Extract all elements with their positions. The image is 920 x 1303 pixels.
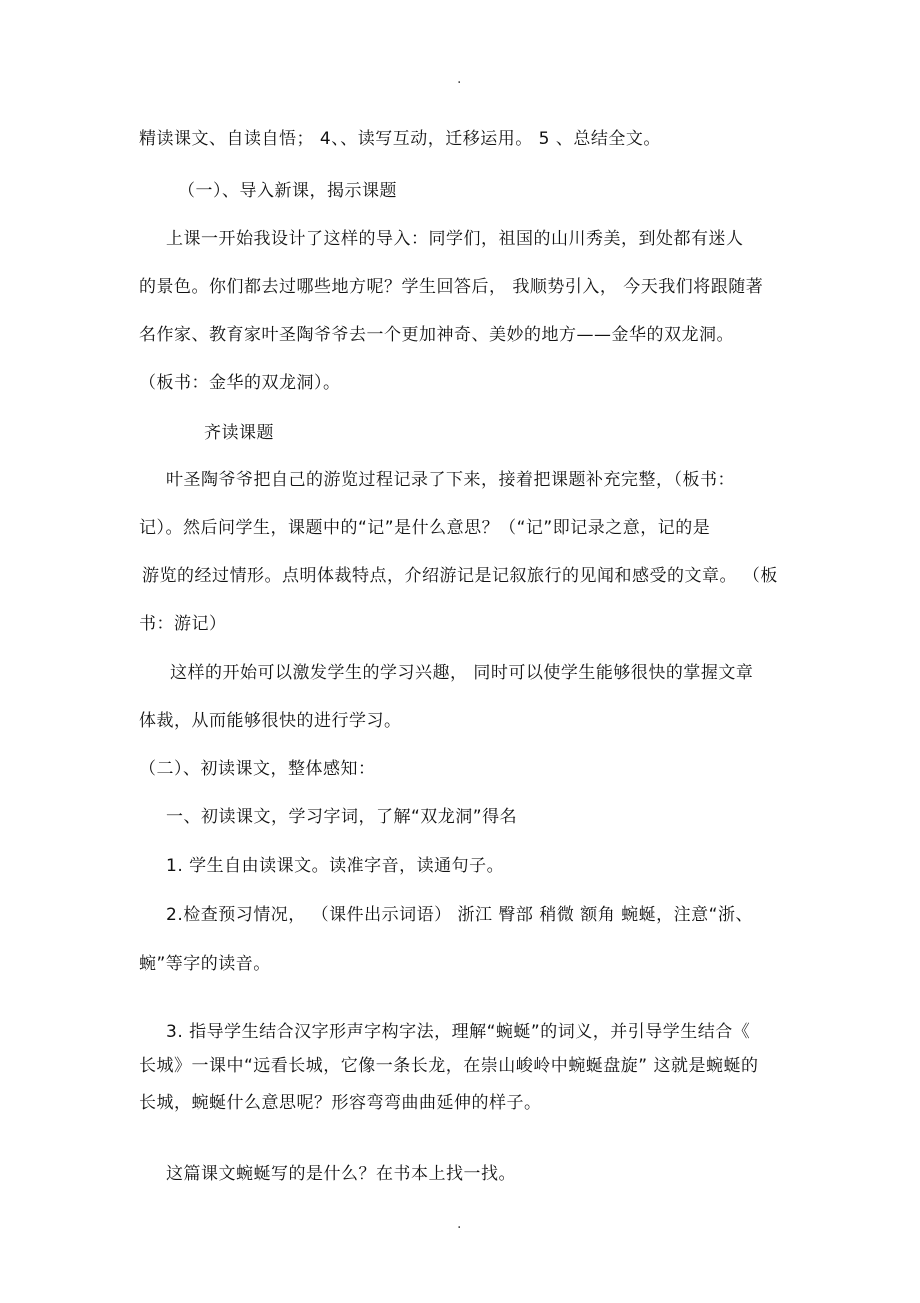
text-line: 一、初读课文，学习字词，了解“双龙洞”得名 (166, 807, 518, 827)
header-mark: . (457, 71, 462, 87)
text-line: 名作家、教育家叶圣陶爷爷去一个更加神奇、美妙的地方——金华的双龙洞。 (139, 325, 734, 345)
text-line: 体裁，从而能够很快的进行学习。 (139, 711, 402, 731)
text-line: 齐读课题 (204, 423, 274, 443)
text-line: 长城》一课中“远看长城，它像一条长龙，在崇山峻岭中蜿蜒盘旋” 这就是蜿蜒的 (139, 1056, 759, 1076)
section-heading: （二）、初读课文，整体感知： (139, 759, 376, 779)
text-line: 精读课文、自读自悟； 4、、读写互动，迁移运用。 5 、总结全文。 (139, 129, 661, 149)
text-line: 蜿”等字的读音。 (139, 954, 271, 974)
text-line: 记）。然后问学生，课题中的“记”是什么意思？（“记”即记录之意，记的是 (139, 518, 711, 538)
text-line: 上课一开始我设计了这样的导入：同学们，祖国的山川秀美，到处都有迷人 (166, 229, 744, 249)
text-line: 长城，蜿蜒什么意思呢？形容弯弯曲曲延伸的样子。 (139, 1093, 542, 1113)
text-line: （板书：金华的双龙洞）。 (139, 373, 341, 393)
list-item: 2.检查预习情况， （课件出示词语） 浙江 臀部 稍微 额角 蜿蜒，注意“浙、 (166, 905, 753, 925)
text-line: 的景色。你们都去过哪些地方呢？学生回答后， 我顺势引入， 今天我们将跟随著 (139, 277, 764, 297)
footer-mark: . (457, 1216, 462, 1232)
text-line: 这篇课文蜿蜒写的是什么？在书本上找一找。 (166, 1164, 516, 1184)
text-line: 书：游记） (139, 614, 227, 634)
section-heading: （一）、导入新课，揭示课题 (178, 181, 397, 201)
text-line: 游览的经过情形。点明体裁特点，介绍游记是记叙旅行的见闻和感受的文章。 （板 (142, 566, 778, 586)
list-item: 1. 学生自由读课文。读准字音，读通句子。 (166, 856, 505, 876)
text-line: 叶圣陶爷爷把自己的游览过程记录了下来，接着把课题补充完整，（板书： (166, 470, 735, 490)
list-item: 3. 指导学生结合汉字形声字构字法，理解“蜿蜒”的词义，并引导学生结合《 (166, 1022, 751, 1042)
text-line: 这样的开始可以激发学生的学习兴趣， 同时可以使学生能够很快的掌握文章 (170, 663, 754, 683)
